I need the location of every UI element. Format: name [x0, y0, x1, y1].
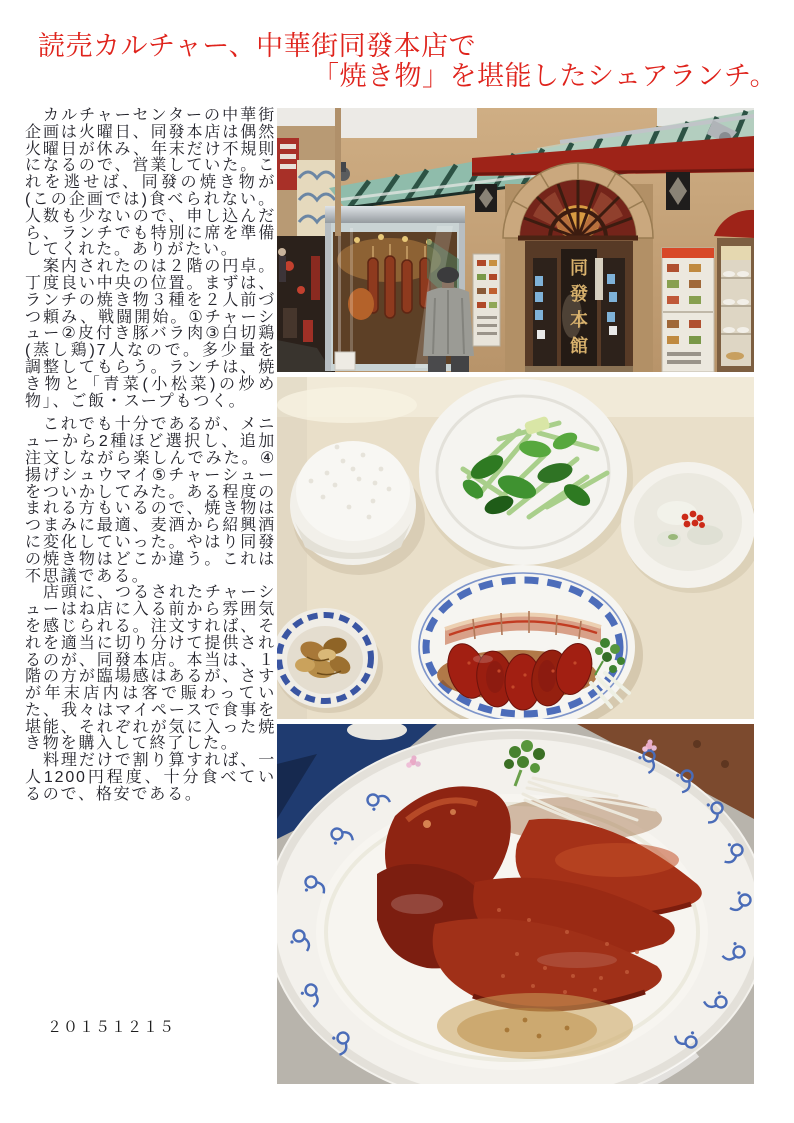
- sauce-pool: [437, 993, 633, 1059]
- door-sign-char: 發: [570, 284, 588, 304]
- photo-lunch-set: [277, 377, 754, 719]
- paragraph: 料理だけで割り算すれば、一人1200円程度、十分食べているので、格安である。: [25, 752, 276, 803]
- title-line-2: 「焼き物」を堪能したシェアランチ。: [312, 61, 778, 91]
- menu-board-left: [473, 254, 500, 346]
- photo-storefront: [277, 108, 754, 372]
- menu-board-right: [662, 248, 714, 372]
- photo-charsiu-closeup: [277, 724, 754, 1084]
- paragraph: 店頭に、つるされたチャーシューはね店に入る前から雰囲気を感じられる。注文すれば、それを適当に切り分けて提供されるのが、同發本店。本当は、１階の方が臨場感はあるが、さすが年末店内は客で賑わっていた、我々はマイペースで食事を堪能、それぞれが気に入った焼き物を購入して終了した。: [25, 584, 276, 753]
- paragraph: カルチャーセンターの中華街企画は火曜日、同發本店は偶然火曜日が休み、年末だけ不規則になるので、営業していた。これを逃せば、同發の焼き物が(この企画では)食べられない。人数も少ないので、申し込んだら、ランチでも特別に席を準備してくれた。ありがたい。: [25, 107, 276, 259]
- door-sign-char: 同: [570, 258, 588, 278]
- entrance: [503, 163, 653, 372]
- door-sign-char: 本: [570, 310, 588, 330]
- title-line-1: 読売カルチャー、中華街同發本店で: [38, 31, 477, 61]
- article-title: [38, 31, 777, 91]
- date-stamp: ２０１５１２１５: [47, 1019, 176, 1036]
- showcase-window: [714, 210, 754, 372]
- paragraph: これでも十分であるが、メニューから2種ほど選択し、追加注文しながら楽しんでみた。④揚げシュウマイ⑤チャーシューをついかしてみた。ある程度のまれる方もいるので、焼き物はつまみに最適、麦酒から紹興酒に変化していった。やはり同發の焼き物はどこか違う。これは不思議である。: [25, 416, 276, 585]
- door-sign-char: 館: [570, 336, 588, 356]
- paragraph: 案内されたのは２階の円卓。丁度良い中央の位置。まずは、ランチの焼き物３種を２人前づつ頼み、戦闘開始。①チャーシュー②皮付き豚バラ肉③白切鶏(蒸し鶏)7人なので。多少量を調整してもらう。ランチは、焼き物と「青菜(小松菜)の炒め物」、ご飯・スープもつく。: [25, 258, 276, 410]
- article-body: [25, 108, 276, 804]
